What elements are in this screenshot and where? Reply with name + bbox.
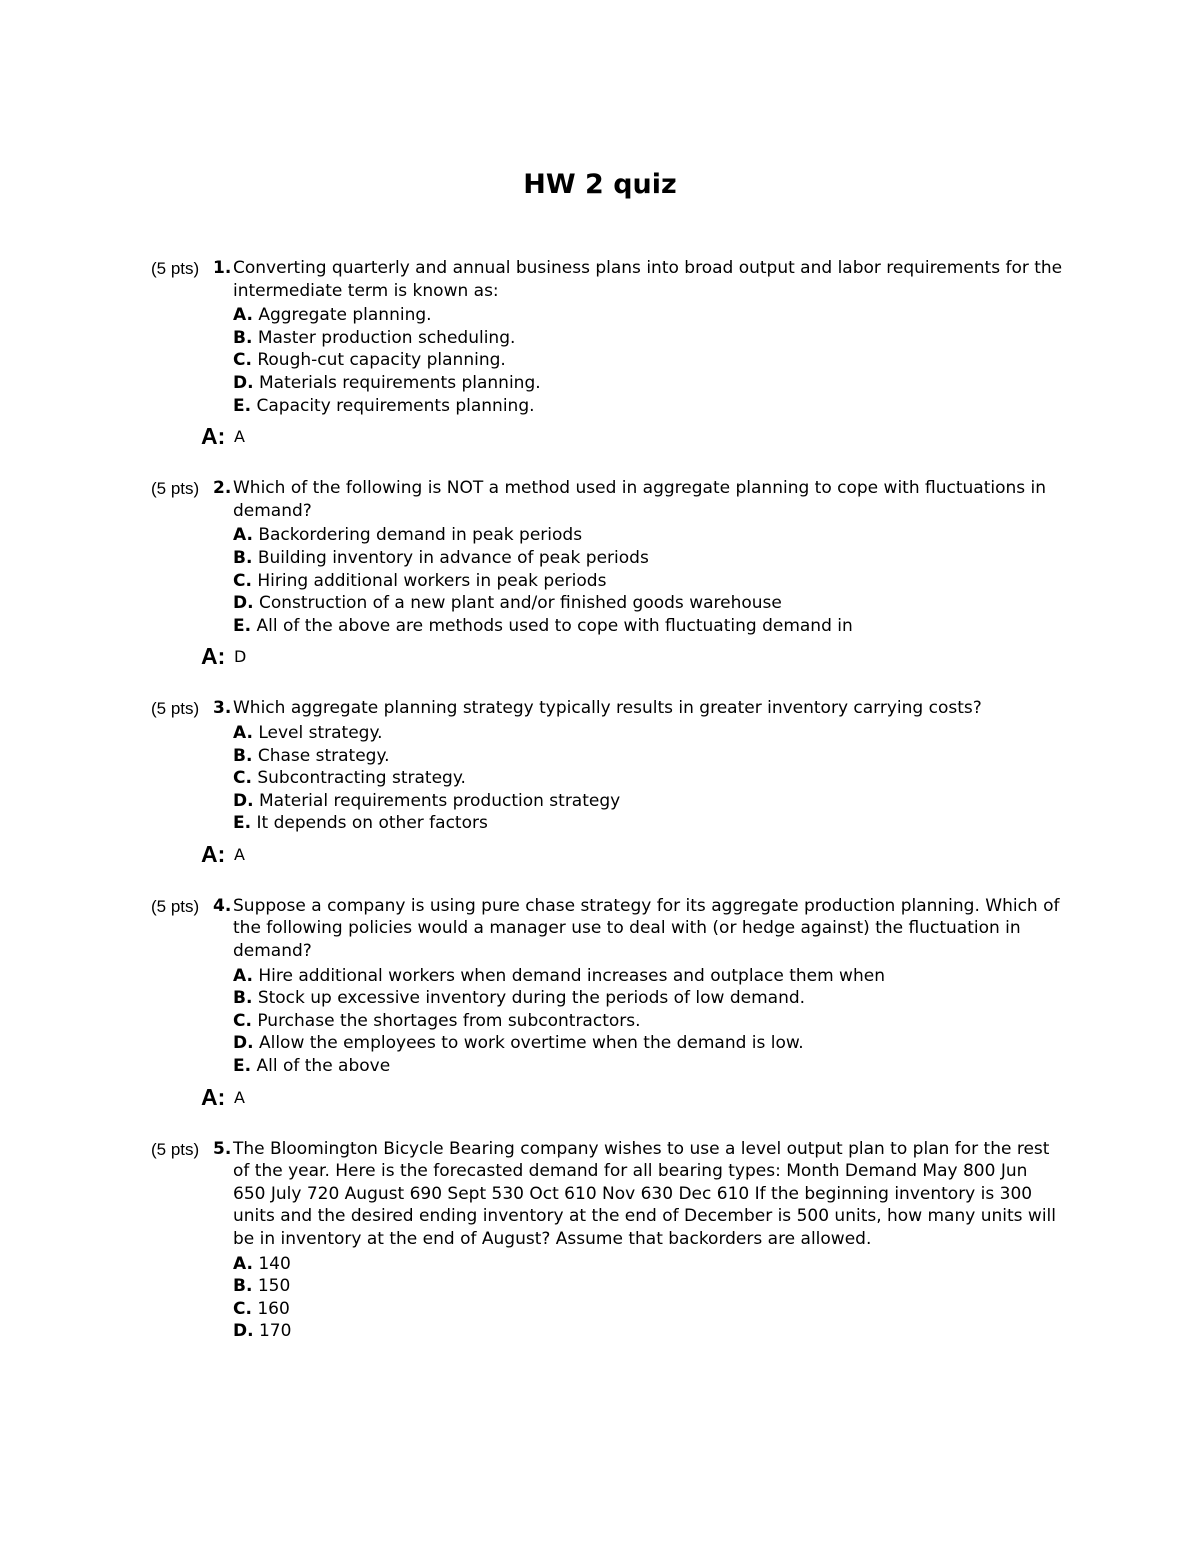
option-letter: D.	[233, 1321, 254, 1342]
option-text: Chase strategy.	[257, 745, 390, 766]
option-letter: E.	[233, 395, 252, 416]
question-body	[233, 1138, 1063, 1343]
option-letter: C.	[233, 350, 252, 371]
option-letter: B.	[233, 745, 253, 766]
option-text: All of the above	[256, 1056, 391, 1077]
option-a	[233, 1253, 1063, 1276]
answer-label: A:	[201, 1083, 226, 1110]
option-a	[233, 524, 1063, 547]
option-letter: E.	[233, 1056, 252, 1077]
answer-value: D	[234, 647, 247, 667]
option-e	[233, 812, 1063, 835]
option-letter: E.	[233, 813, 252, 834]
question-stem: Converting quarterly and annual business plans into broad output and labor requirements for the intermediate term is known as:	[233, 258, 1063, 301]
option-text: Stock up excessive inventory during the periods of low demand.	[257, 988, 806, 1009]
question-points: (5 pts)	[151, 259, 200, 278]
option-letter: C.	[233, 1298, 252, 1319]
option-d	[233, 592, 1063, 615]
option-letter: D.	[233, 1033, 254, 1054]
option-letter: A.	[233, 1253, 253, 1274]
option-text: Material requirements production strategy	[258, 790, 621, 811]
question-points: (5 pts)	[151, 896, 200, 916]
option-b	[233, 547, 1063, 570]
answer-line	[0, 423, 1200, 449]
option-d	[233, 1320, 1063, 1343]
option-letter: E.	[233, 615, 252, 636]
option-c	[233, 1010, 1063, 1033]
option-text: Subcontracting strategy.	[257, 768, 466, 789]
option-text: All of the above are methods used to cope with fluctuating demand in	[256, 615, 853, 636]
option-b	[233, 745, 1063, 768]
question-stem: Which of the following is NOT a method used in aggregate planning to cope with fluctuations in demand?	[233, 478, 1047, 521]
option-text: Hire additional workers when demand increases and outplace them when	[258, 965, 885, 986]
option-letter: D.	[233, 593, 254, 614]
question-number: 5.	[213, 1138, 232, 1159]
option-letter: D.	[233, 790, 254, 811]
question-2	[0, 477, 1200, 669]
option-list	[233, 304, 1063, 417]
question-number: 1.	[213, 258, 232, 278]
option-text: 160	[257, 1298, 290, 1319]
option-text: Level strategy.	[258, 722, 383, 743]
option-text: 140	[258, 1253, 291, 1274]
question-stem: Suppose a company is using pure chase strategy for its aggregate production planning. Which of the following policies would a manager use to deal with (or hedge against) the fluctuation in demand?	[233, 895, 1060, 962]
question-body	[233, 697, 1063, 835]
option-list	[233, 722, 1063, 835]
option-e	[233, 615, 1063, 638]
option-a	[233, 304, 1063, 327]
option-c	[233, 570, 1063, 593]
question-body	[233, 477, 1063, 637]
answer-value: A	[234, 844, 245, 864]
question-stem: The Bloomington Bicycle Bearing company wishes to use a level output plan to plan for the rest of the year. Here is the forecasted demand for all bearing types: Month Demand May 800 Jun 650 July 720 August 690 Sept 530 Oct 610 Nov 630 Dec 610 If the beginning inventory is 300 units and the desired ending inventory at the end of December is 500 units, how many units will be in inventory at the end of August? Assume that backorders are allowed.	[233, 1138, 1056, 1249]
option-e	[233, 1055, 1063, 1078]
option-c	[233, 1298, 1063, 1321]
question-stem: Which aggregate planning strategy typically results in greater inventory carrying costs?	[233, 698, 982, 719]
option-letter: C.	[233, 768, 252, 789]
answer-value: A	[234, 427, 245, 447]
option-letter: B.	[233, 988, 253, 1009]
answer-label: A:	[201, 840, 226, 867]
option-e	[233, 395, 1063, 418]
option-d	[233, 372, 1063, 395]
option-letter: C.	[233, 1010, 252, 1031]
question-number: 2.	[213, 478, 232, 499]
option-letter: D.	[233, 372, 254, 393]
option-list	[233, 1253, 1063, 1343]
option-text: Construction of a new plant and/or finished goods warehouse	[258, 593, 782, 614]
option-text: Rough-cut capacity planning.	[257, 350, 506, 371]
option-text: Aggregate planning.	[258, 305, 432, 326]
option-list	[233, 524, 1063, 637]
question-number: 3.	[213, 698, 232, 719]
option-text: Allow the employees to work overtime when the demand is low.	[258, 1033, 804, 1054]
page-title: HW 2 quiz	[523, 169, 677, 200]
question-points: (5 pts)	[151, 479, 200, 499]
option-text: Purchase the shortages from subcontractors.	[257, 1010, 641, 1031]
answer-line	[0, 1084, 1200, 1110]
option-text: 170	[258, 1321, 292, 1342]
option-b	[233, 1275, 1063, 1298]
option-letter: A.	[233, 305, 253, 326]
option-c	[233, 767, 1063, 790]
option-d	[233, 790, 1063, 813]
question-points: (5 pts)	[151, 1139, 200, 1159]
answer-line	[0, 841, 1200, 867]
option-letter: B.	[233, 327, 253, 348]
answer-value: A	[234, 1087, 245, 1107]
option-letter: A.	[233, 965, 253, 986]
question-3	[0, 697, 1200, 867]
question-1	[0, 257, 1200, 449]
option-text: Capacity requirements planning.	[256, 395, 535, 416]
option-text: Master production scheduling.	[257, 327, 516, 348]
question-body	[233, 895, 1063, 1078]
option-text: Hiring additional workers in peak periods	[257, 570, 607, 591]
option-text: Materials requirements planning.	[258, 372, 541, 393]
question-points: (5 pts)	[151, 699, 200, 719]
question-list	[0, 257, 1200, 1371]
answer-label: A:	[201, 643, 226, 670]
option-text: Building inventory in advance of peak periods	[257, 547, 649, 568]
option-letter: C.	[233, 570, 252, 591]
option-letter: B.	[233, 1276, 253, 1297]
question-body	[233, 257, 1063, 417]
option-letter: B.	[233, 547, 253, 568]
answer-line	[0, 643, 1200, 669]
option-text: 150	[257, 1276, 291, 1297]
option-letter: A.	[233, 722, 253, 743]
question-4	[0, 895, 1200, 1110]
option-b	[233, 327, 1063, 350]
option-a	[233, 965, 1063, 988]
option-list	[233, 965, 1063, 1078]
question-5	[0, 1138, 1200, 1343]
question-number: 4.	[213, 895, 232, 916]
option-text: It depends on other factors	[256, 813, 488, 834]
option-letter: A.	[233, 525, 253, 546]
answer-label: A:	[201, 423, 226, 450]
option-a	[233, 722, 1063, 745]
option-text: Backordering demand in peak periods	[258, 525, 583, 546]
option-c	[233, 349, 1063, 372]
option-d	[233, 1032, 1063, 1055]
option-b	[233, 987, 1063, 1010]
